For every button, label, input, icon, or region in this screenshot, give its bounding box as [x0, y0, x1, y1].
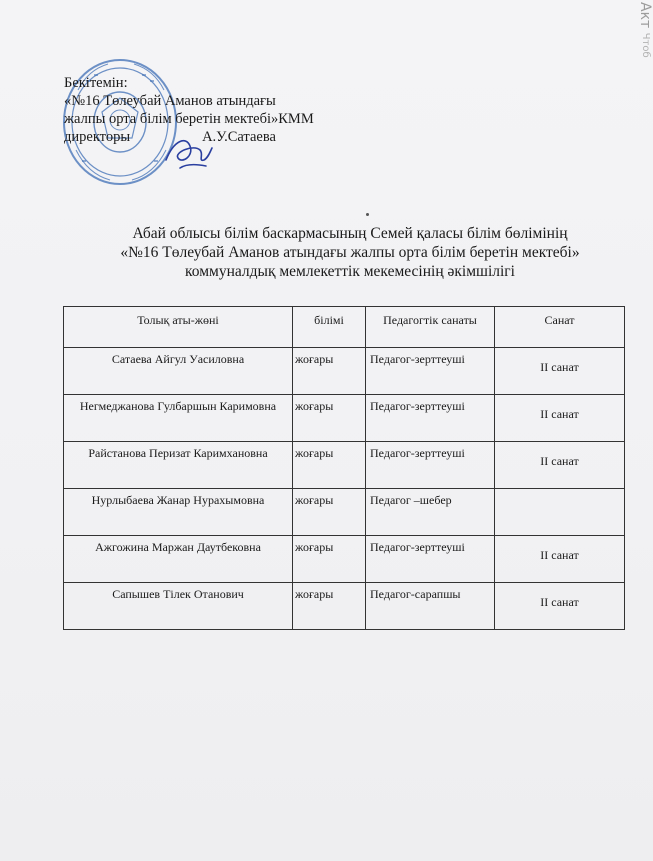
- header-full-name: Толық аты-жөні: [64, 307, 293, 348]
- cell-pedagogical-category: Педагог-зерттеуші: [366, 536, 495, 583]
- cell-category: [495, 489, 625, 536]
- header-education: білімі: [293, 307, 366, 348]
- cell-full-name: Сапышев Тілек Отанович: [64, 583, 293, 630]
- header-category: Санат: [495, 307, 625, 348]
- document-title: [60, 224, 640, 281]
- approval-block: [64, 74, 314, 146]
- cell-category: II санат: [495, 583, 625, 630]
- activation-watermark: [638, 2, 652, 58]
- cell-category: II санат: [495, 442, 625, 489]
- cell-pedagogical-category: Педагог-зерттеуші: [366, 348, 495, 395]
- cell-pedagogical-category: Педагог –шебер: [366, 489, 495, 536]
- cell-pedagogical-category: Педагог-сарапшы: [366, 583, 495, 630]
- cell-category: II санат: [495, 348, 625, 395]
- cell-education: жоғары: [293, 489, 366, 536]
- decorative-dot: [366, 213, 369, 216]
- cell-education: жоғары: [293, 536, 366, 583]
- table-row: [64, 583, 625, 630]
- cell-pedagogical-category: Педагог-зерттеуші: [366, 395, 495, 442]
- approval-line-4: [64, 128, 314, 146]
- cell-education: жоғары: [293, 442, 366, 489]
- cell-education: жоғары: [293, 395, 366, 442]
- cell-category: II санат: [495, 536, 625, 583]
- table-row: [64, 348, 625, 395]
- cell-education: жоғары: [293, 583, 366, 630]
- cell-full-name: Нурлыбаева Жанар Нурахымовна: [64, 489, 293, 536]
- watermark-line1: Акт: [637, 2, 653, 29]
- director-name: А.У.Сатаева: [202, 129, 276, 145]
- cell-pedagogical-category: Педагог-зерттеуші: [366, 442, 495, 489]
- cell-full-name: Негмеджанова Гулбаршын Каримовна: [64, 395, 293, 442]
- director-label: директоры: [64, 129, 131, 145]
- cell-full-name: Сатаева Айгул Уасиловна: [64, 348, 293, 395]
- cell-full-name: Ажгожина Маржан Даутбековна: [64, 536, 293, 583]
- table-row: [64, 395, 625, 442]
- table-row: [64, 442, 625, 489]
- staff-table: [63, 306, 625, 630]
- approval-line-3: жалпы орта білім беретін мектебі»КММ: [64, 111, 314, 127]
- title-line-3: коммуналдық мемлекеттік мекемесінің әкімшілігі: [185, 263, 515, 280]
- cell-category: II санат: [495, 395, 625, 442]
- title-line-2: «№16 Төлеубай Аманов атындағы жалпы орта білім беретін мектебі»: [120, 244, 580, 261]
- approval-line-1: Бекітемін:: [64, 75, 128, 91]
- table-row: [64, 536, 625, 583]
- cell-full-name: Райстанова Перизат Каримхановна: [64, 442, 293, 489]
- table-row: [64, 489, 625, 536]
- header-pedagogical-category: Педагогтік санаты: [366, 307, 495, 348]
- title-line-1: Абай облысы білім баскармасының Семей қаласы білім бөлімінің: [132, 225, 568, 242]
- cell-education: жоғары: [293, 348, 366, 395]
- watermark-line2: Чтоб: [640, 32, 651, 58]
- table-header-row: [64, 307, 625, 348]
- approval-line-2: «№16 Төлеубай Аманов атындағы: [64, 93, 276, 109]
